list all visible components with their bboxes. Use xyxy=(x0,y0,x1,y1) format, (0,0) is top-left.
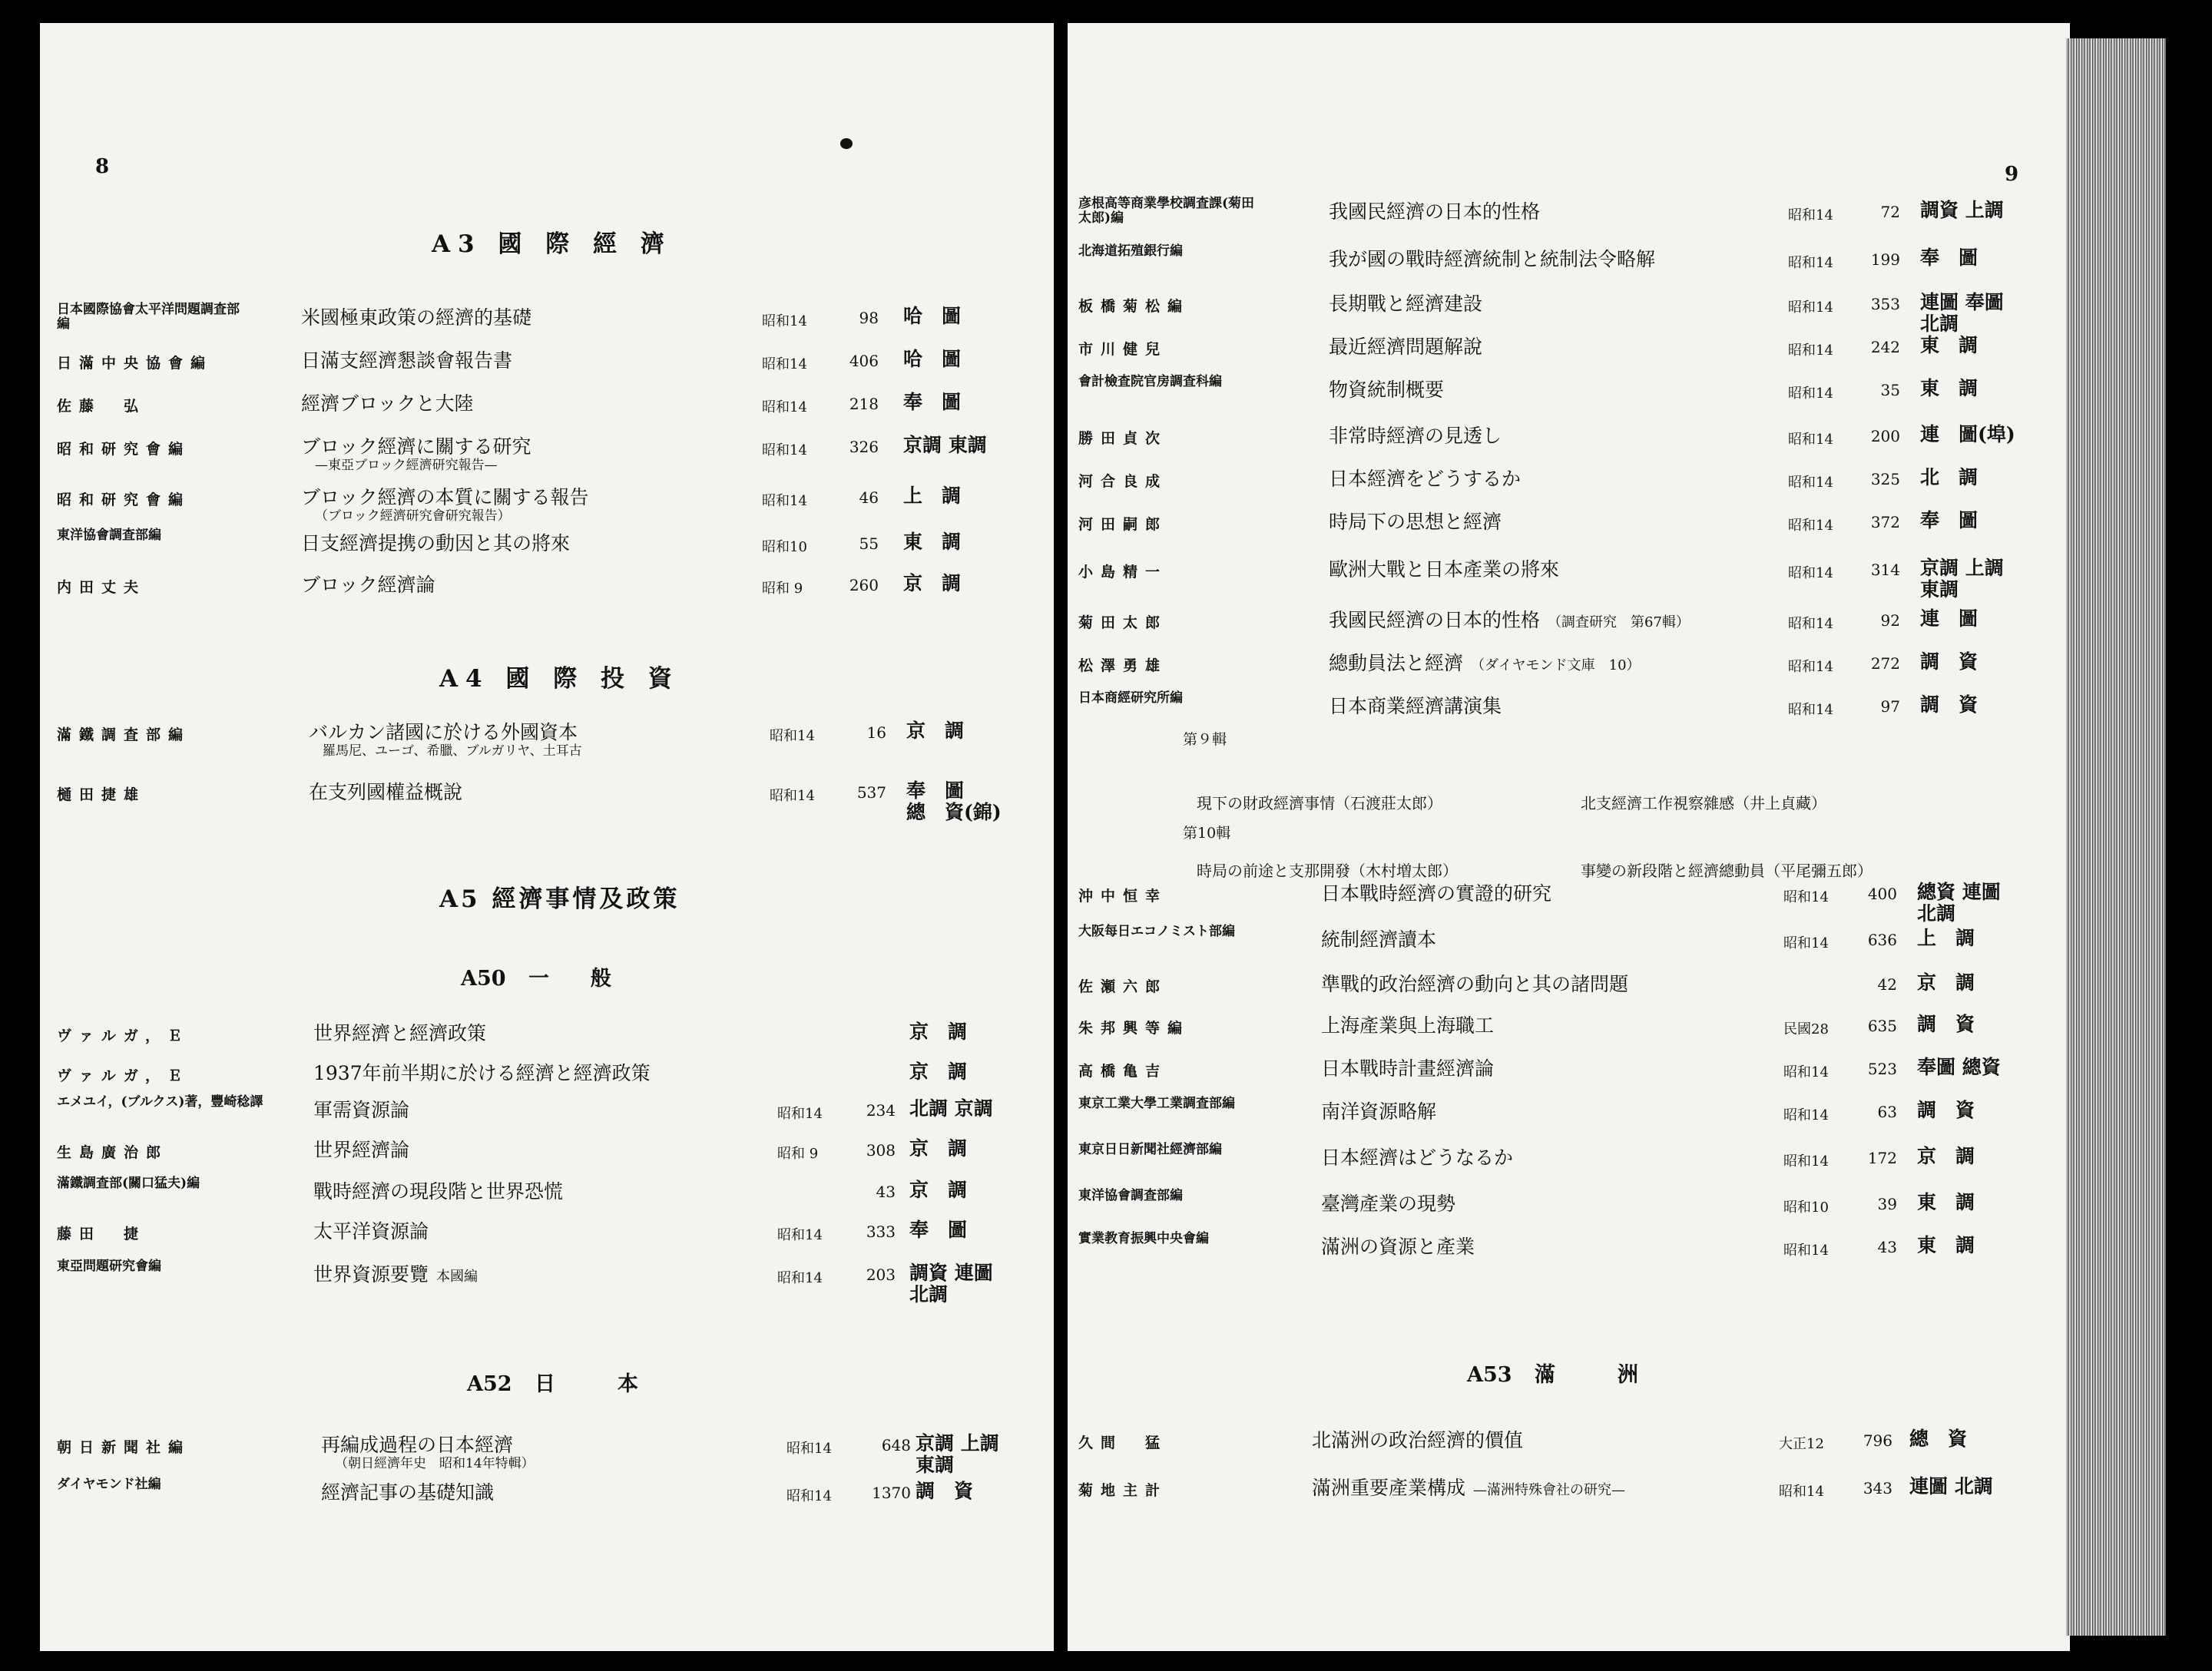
holding-library: 京 調 xyxy=(1917,1145,1975,1167)
title xyxy=(1329,653,1641,677)
title xyxy=(301,436,531,473)
holding-library: 調 資 xyxy=(1917,1013,1975,1035)
holding-library: 連圖 北調 xyxy=(1909,1475,1993,1497)
year: 昭和10 xyxy=(762,539,807,555)
pages: 200 xyxy=(1870,427,1900,445)
title-text: 再編成過程の日本經濟 xyxy=(321,1434,514,1456)
title-note: （ダイヤモンド文庫 10） xyxy=(1471,657,1641,673)
a50-code: A50 xyxy=(461,967,506,991)
year: 昭和14 xyxy=(1788,518,1833,534)
subtitle: —東亞ブロック經濟研究報告— xyxy=(315,458,498,473)
pages: 308 xyxy=(866,1141,896,1160)
title-note: 本國編 xyxy=(436,1269,478,1285)
title-text: 滿洲の資源と產業 xyxy=(1321,1236,1475,1258)
pages: 43 xyxy=(1877,1238,1897,1256)
title-text: 日本商業經濟講演集 xyxy=(1329,695,1502,717)
pages: 406 xyxy=(849,352,879,370)
title xyxy=(301,487,589,524)
pages: 46 xyxy=(859,488,879,507)
title-text: 統制經濟讀本 xyxy=(1321,928,1437,951)
pages: 260 xyxy=(849,576,879,594)
title-text: 物資統制概要 xyxy=(1329,379,1445,401)
author: 朱邦興等編 xyxy=(1078,1020,1190,1037)
title xyxy=(301,533,570,554)
author: 小島精一 xyxy=(1078,564,1168,581)
heading-a3: A3 國 際 經 濟 xyxy=(432,230,672,258)
holding-library: 上 調 xyxy=(903,485,962,507)
holding-library: 京 調 xyxy=(909,1021,968,1043)
right-page xyxy=(1068,23,2070,1651)
title xyxy=(1321,883,1551,905)
pages: 72 xyxy=(1880,203,1900,221)
year: 昭和14 xyxy=(1788,432,1833,448)
author: 滿鐵調査部(關口猛夫)編 xyxy=(57,1176,200,1191)
author: 沖中恒幸 xyxy=(1078,888,1168,905)
pages: 234 xyxy=(866,1101,896,1120)
ink-spot xyxy=(840,138,853,149)
title-text: 日本經濟はどうなるか xyxy=(1321,1147,1514,1169)
year: 昭和14 xyxy=(777,1106,823,1122)
volume-9-label: 第９輯 xyxy=(1183,731,1227,748)
title xyxy=(1329,610,1690,634)
title xyxy=(301,574,435,596)
author: ヴァルガ，Ｅ xyxy=(57,1027,190,1044)
title-note: —滿洲特殊會社の研究— xyxy=(1473,1482,1626,1498)
title-text: 時局下の思想と經濟 xyxy=(1329,511,1502,533)
year: 昭和14 xyxy=(1783,1107,1829,1123)
author: 佐瀬六郎 xyxy=(1078,978,1168,995)
title-text: 北滿洲の政治經濟的價值 xyxy=(1312,1429,1524,1451)
year: 昭和14 xyxy=(1788,475,1833,491)
a53-code: A53 xyxy=(1467,1363,1512,1387)
author: 河田嗣郎 xyxy=(1078,516,1168,533)
title-text: バルカン諸國に於ける外國資本 xyxy=(309,721,578,743)
author: 内田丈夫 xyxy=(57,579,147,596)
pages: 98 xyxy=(859,309,879,327)
title xyxy=(1321,1015,1494,1037)
pages: 326 xyxy=(849,438,879,456)
author: 松澤勇雄 xyxy=(1078,657,1168,674)
holding-library: 京 調 xyxy=(909,1061,968,1083)
holding-library: 奉 圖 xyxy=(903,391,962,413)
title-text: 世界經濟論 xyxy=(313,1139,410,1161)
holding-library: 調 資 xyxy=(1920,693,1979,716)
pages: 55 xyxy=(859,534,879,553)
title xyxy=(321,1434,535,1471)
year: 昭和14 xyxy=(1779,1484,1824,1500)
holding-library: 京調 東調 xyxy=(903,434,987,456)
author: 河合良成 xyxy=(1078,473,1168,490)
holding-library: 東 調 xyxy=(1920,334,1979,356)
pages: 203 xyxy=(866,1266,896,1284)
pages: 97 xyxy=(1880,697,1900,716)
page-number-left: 8 xyxy=(95,155,110,178)
holding-library: 調 資 xyxy=(1920,650,1979,673)
holding-library: 調 資 xyxy=(916,1480,974,1502)
holding-library: 北調 京調 xyxy=(909,1097,993,1120)
year: 昭和14 xyxy=(777,1270,823,1286)
pages: 796 xyxy=(1863,1431,1892,1450)
title xyxy=(313,1023,486,1044)
author: 佐藤 弘 xyxy=(57,398,147,415)
author: 日本商經研究所編 xyxy=(1078,690,1183,706)
pages: 242 xyxy=(1870,338,1900,356)
year: 昭和14 xyxy=(1783,1242,1829,1259)
title xyxy=(1321,929,1436,951)
author: 勝田貞次 xyxy=(1078,430,1168,447)
title-text: 日本戰時計畫經濟論 xyxy=(1321,1057,1495,1080)
holding-library: 京調 上調 東調 xyxy=(1920,557,2004,601)
title xyxy=(1321,1147,1513,1169)
title xyxy=(1329,511,1502,533)
title-text: 日支經濟提携の動因と其の將來 xyxy=(301,532,571,554)
a50-name: 一 般 xyxy=(528,967,611,991)
year: 昭和14 xyxy=(1783,935,1829,951)
year: 昭和10 xyxy=(1783,1199,1829,1216)
author: エメユイ，(ブルクス)著，豐崎稔譯 xyxy=(57,1094,263,1110)
author: 昭和研究會編 xyxy=(57,491,191,508)
pages: 372 xyxy=(1870,513,1900,531)
pages: 218 xyxy=(849,395,879,413)
holding-library: 奉 圖 xyxy=(1920,509,1979,531)
author: 久間 猛 xyxy=(1078,1434,1168,1451)
title xyxy=(301,350,512,372)
pages: 333 xyxy=(866,1223,896,1241)
year: 大正12 xyxy=(1779,1436,1824,1452)
year: 昭和14 xyxy=(1788,207,1833,223)
pages: 272 xyxy=(1870,654,1900,673)
author: 東京日日新聞社經濟部編 xyxy=(1078,1142,1222,1157)
holding-library: 連 圖 xyxy=(1920,607,1979,630)
holding-library: 東 調 xyxy=(1917,1191,1975,1213)
title-text: 我國民經濟の日本的性格 xyxy=(1329,200,1541,223)
year: 昭和14 xyxy=(762,356,807,372)
year: 昭和14 xyxy=(770,728,815,744)
title xyxy=(1329,336,1482,358)
holding-library: 總 資 xyxy=(1909,1428,1968,1450)
holding-library: 東 調 xyxy=(1917,1234,1975,1256)
author: 東京工業大學工業調査部編 xyxy=(1078,1096,1235,1111)
subtitle: （朝日經濟年史 昭和14年特輯） xyxy=(335,1456,535,1471)
title-text: 我國民經濟の日本的性格 xyxy=(1329,609,1541,631)
title-text: 上海產業與上海職工 xyxy=(1321,1014,1495,1037)
author: 菊地主計 xyxy=(1078,1482,1168,1499)
title-text: 總動員法と經濟 xyxy=(1329,652,1464,674)
pages: 343 xyxy=(1863,1479,1892,1497)
volume-10-item-1: 時局の前途と支那開發（木村増太郎） xyxy=(1197,862,1458,880)
title-text: ブロック經濟論 xyxy=(301,574,435,596)
title xyxy=(301,307,531,329)
heading-a50 xyxy=(461,961,611,991)
title xyxy=(1329,559,1559,581)
title-text: 戰時經濟の現段階と世界恐慌 xyxy=(313,1180,564,1203)
a52-name: 日 本 xyxy=(534,1372,638,1396)
author: 市川健兒 xyxy=(1078,341,1168,358)
pages: 400 xyxy=(1867,885,1897,903)
pages: 635 xyxy=(1867,1017,1897,1035)
a53-name: 滿 洲 xyxy=(1534,1363,1638,1387)
pages: 63 xyxy=(1877,1103,1897,1121)
holding-library: 調資 連圖 北調 xyxy=(909,1262,993,1305)
year: 昭和14 xyxy=(770,788,815,804)
volume-10-label: 第10輯 xyxy=(1183,825,1231,842)
title xyxy=(1329,425,1502,447)
title-text: 最近經濟問題解說 xyxy=(1329,336,1483,358)
title-text: 米國極東政策の經濟的基礎 xyxy=(301,306,532,329)
author: 生島廣治郎 xyxy=(57,1144,169,1161)
title xyxy=(1329,468,1521,490)
holding-library: 上 調 xyxy=(1917,927,1975,949)
left-page xyxy=(40,23,1054,1651)
author: 東洋協會調査部編 xyxy=(57,528,161,543)
holding-library: 京 調 xyxy=(1917,971,1975,994)
pages: 199 xyxy=(1870,250,1900,269)
a52-code: A52 xyxy=(467,1372,512,1396)
year: 昭和14 xyxy=(1788,342,1833,359)
year: 昭和14 xyxy=(786,1488,832,1504)
title xyxy=(1312,1477,1625,1501)
year: 昭和 9 xyxy=(762,581,803,597)
title-note: （調査研究 第67輯） xyxy=(1548,614,1690,630)
title-text: 世界資源要覽 xyxy=(313,1263,429,1286)
pages: 42 xyxy=(1877,975,1897,994)
title xyxy=(1321,1236,1475,1258)
title-text: 南洋資源略解 xyxy=(1321,1100,1437,1123)
title xyxy=(309,722,582,759)
pages: 314 xyxy=(1870,561,1900,579)
title xyxy=(1321,1058,1494,1080)
author: 朝日新聞社編 xyxy=(57,1439,191,1456)
author: 板橋菊松編 xyxy=(1078,298,1190,315)
author: 菊田太郎 xyxy=(1078,614,1168,631)
title xyxy=(1329,249,1655,270)
title xyxy=(1321,1193,1455,1215)
year: 昭和14 xyxy=(762,313,807,329)
year: 昭和14 xyxy=(1788,702,1833,718)
pages: 353 xyxy=(1870,295,1900,313)
author: 日滿中央協會編 xyxy=(57,355,214,372)
title xyxy=(1329,201,1540,223)
heading-a52 xyxy=(467,1367,638,1397)
year: 昭和14 xyxy=(762,493,807,509)
title-text: 日本經濟をどうするか xyxy=(1329,468,1522,490)
holding-library: 東 調 xyxy=(903,531,962,553)
title xyxy=(1312,1430,1523,1451)
year: 民國28 xyxy=(1783,1021,1829,1037)
title xyxy=(321,1482,494,1504)
author: 東洋協會調査部編 xyxy=(1078,1188,1183,1203)
holding-library: 調 資 xyxy=(1917,1099,1975,1121)
author: 東亞問題研究會編 xyxy=(57,1259,161,1274)
year: 昭和14 xyxy=(1788,385,1833,402)
year: 昭和14 xyxy=(1788,565,1833,581)
volume-10-item-2: 事變の新段階と經濟總動員（平尾彌五郎） xyxy=(1581,862,1873,880)
author: ヴァルガ，Ｅ xyxy=(57,1067,190,1084)
holding-library: 哈 圖 xyxy=(903,348,962,370)
year: 昭和14 xyxy=(762,399,807,415)
heading-a4: A4 國 際 投 資 xyxy=(439,665,680,693)
title-text: 長期戰と經濟建設 xyxy=(1329,293,1483,315)
title xyxy=(313,1140,409,1161)
title xyxy=(301,393,474,415)
holding-library: 京 調 xyxy=(906,720,965,742)
pages: 92 xyxy=(1880,611,1900,630)
year: 昭和14 xyxy=(1788,255,1833,271)
pages: 648 xyxy=(881,1436,911,1454)
pages: 39 xyxy=(1877,1195,1897,1213)
title-text: 滿洲重要產業構成 xyxy=(1312,1477,1466,1499)
title xyxy=(1321,974,1628,995)
holding-library: 東 調 xyxy=(1920,377,1979,399)
author: 實業教育振興中央會編 xyxy=(1078,1231,1209,1246)
holding-library: 京 調 xyxy=(909,1137,968,1160)
volume-9-item-2: 北支經濟工作視察雜感（井上貞藏） xyxy=(1581,794,1826,812)
year: 昭和14 xyxy=(1788,299,1833,316)
title xyxy=(1321,1101,1436,1123)
pages: 636 xyxy=(1867,931,1897,949)
author: 北海道拓殖銀行編 xyxy=(1078,243,1183,259)
author: 樋田捷雄 xyxy=(57,786,147,803)
author: 高橋亀吉 xyxy=(1078,1063,1168,1080)
author: ダイヤモンド社編 xyxy=(57,1477,161,1492)
title-text: 太平洋資源論 xyxy=(313,1220,429,1242)
year: 昭和14 xyxy=(762,442,807,458)
author: 滿鐵調査部編 xyxy=(57,726,191,743)
author: 日本國際協會太平洋問題調査部編 xyxy=(57,302,240,332)
subtitle: 羅馬尼、ユーゴ、希臘、ブルガリヤ、土耳古 xyxy=(323,743,582,759)
title xyxy=(313,1221,429,1242)
book-page-edge xyxy=(2066,38,2166,1636)
title xyxy=(1329,696,1502,717)
title-text: 軍需資源論 xyxy=(313,1099,410,1121)
subtitle: （ブロック經濟研究會研究報告） xyxy=(315,508,511,524)
title-text: 日本戰時經濟の實證的研究 xyxy=(1321,882,1552,905)
title-text: 經濟ブロックと大陸 xyxy=(301,392,474,415)
pages: 35 xyxy=(1880,381,1900,399)
title xyxy=(313,1264,478,1288)
holding-library: 京調 上調 東調 xyxy=(916,1432,999,1476)
author: 彦根高等商業學校調査課(菊田太郎)編 xyxy=(1078,196,1255,226)
title-text: 準戰的政治經濟の動向と其の諸問題 xyxy=(1321,973,1629,995)
holding-library: 連圖 奉圖 北調 xyxy=(1920,291,2004,335)
title-text: 歐洲大戰と日本產業の將來 xyxy=(1329,558,1560,581)
holding-library: 京 調 xyxy=(903,572,962,594)
year: 昭和 9 xyxy=(777,1146,819,1162)
title xyxy=(313,1100,409,1121)
heading-a5: A5 經濟事情及政策 xyxy=(439,885,680,913)
pages: 43 xyxy=(876,1183,896,1201)
pages: 1370 xyxy=(872,1484,911,1502)
title-text: 非常時經濟の見透し xyxy=(1329,425,1502,447)
year: 昭和14 xyxy=(1788,616,1833,632)
holding-library: 奉 圖 xyxy=(1920,247,1979,269)
title-text: 1937年前半期に於ける經濟と經濟政策 xyxy=(313,1062,651,1084)
title xyxy=(309,782,462,803)
author: 藤田 捷 xyxy=(57,1226,147,1242)
volume-9-item-1: 現下の財政經濟事情（石渡莊太郎） xyxy=(1197,794,1442,812)
title-text: ブロック經濟の本質に關する報告 xyxy=(301,486,589,508)
holding-library: 奉 圖 xyxy=(909,1219,968,1241)
title xyxy=(1329,293,1482,315)
year: 昭和14 xyxy=(1783,1064,1829,1080)
author: 大阪每日エコノミスト部編 xyxy=(1078,924,1235,939)
author: 昭和研究會編 xyxy=(57,441,191,458)
holding-library: 奉圖 總資 xyxy=(1917,1056,2001,1078)
pages: 523 xyxy=(1867,1060,1897,1078)
title-text: 日滿支經濟懇談會報告書 xyxy=(301,349,513,372)
year: 昭和14 xyxy=(1783,889,1829,905)
title-text: 我が國の戰時經濟統制と統制法令略解 xyxy=(1329,248,1656,270)
holding-library: 哈 圖 xyxy=(903,305,962,327)
title xyxy=(313,1181,563,1203)
heading-a53 xyxy=(1467,1358,1638,1388)
holding-library: 奉 圖 總 資(錦) xyxy=(906,779,1002,823)
holding-library: 北 調 xyxy=(1920,466,1979,488)
title-text: 在支列國權益概說 xyxy=(309,781,463,803)
title-text: 經濟記事の基礎知識 xyxy=(321,1481,495,1504)
holding-library: 總資 連圖 北調 xyxy=(1917,881,2001,925)
pages: 537 xyxy=(856,783,886,802)
pages: 325 xyxy=(1870,470,1900,488)
year: 昭和14 xyxy=(786,1441,832,1457)
holding-library: 連 圖(埠) xyxy=(1920,423,2015,445)
holding-library: 京 調 xyxy=(909,1179,968,1201)
author: 會計檢査院官房調査科編 xyxy=(1078,374,1222,389)
holding-library: 調資 上調 xyxy=(1920,199,2004,221)
title xyxy=(1329,379,1444,401)
pages: 16 xyxy=(866,723,886,742)
title-text: 臺灣產業の現勢 xyxy=(1321,1193,1456,1215)
year: 昭和14 xyxy=(777,1227,823,1243)
pages: 172 xyxy=(1867,1149,1897,1167)
page-number-right: 9 xyxy=(2005,163,2019,186)
year: 昭和14 xyxy=(1788,659,1833,675)
year: 昭和14 xyxy=(1783,1153,1829,1170)
title-text: ブロック經濟に關する研究 xyxy=(301,435,531,458)
title xyxy=(313,1063,651,1084)
title-text: 世界經濟と經濟政策 xyxy=(313,1022,487,1044)
